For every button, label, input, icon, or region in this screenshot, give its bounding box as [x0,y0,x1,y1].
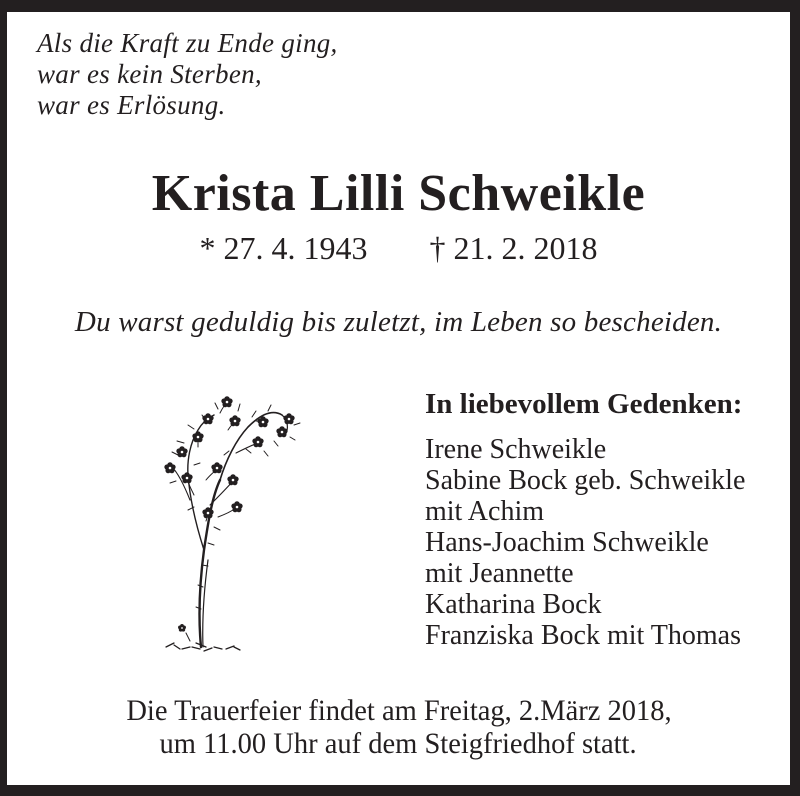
flowering-tree-illustration [148,385,308,655]
opening-verse [37,28,338,121]
mourner-line: Sabine Bock geb. Schweikle [425,465,746,496]
birth-date: * 27. 4. 1943 [199,230,368,266]
mourner-line: Franziska Bock mit Thomas [425,620,741,651]
memorial-heading: In liebevollem Gedenken: [425,388,743,420]
funeral-announcement [7,694,790,760]
mourner-line: mit Achim [425,496,544,527]
opening-verse-line: Als die Kraft zu Ende ging, [37,28,338,58]
mourner-line: Irene Schweikle [425,434,607,465]
epitaph: Du warst geduldig bis zuletzt, im Leben so bescheiden. [74,306,723,338]
opening-verse-line: war es kein Sterben, [37,59,262,89]
memorial-section [425,388,775,651]
funeral-line: Die Trauerfeier findet am Freitag, 2.März 2018, [125,694,672,727]
opening-verse-line: war es Erlösung. [37,90,226,120]
funeral-line: um 11.00 Uhr auf dem Steigfriedhof statt. [159,727,638,760]
deceased-name: Krista Lilli Schweikle [151,165,646,222]
mourner-line: Katharina Bock [425,589,602,620]
life-dates [7,230,790,267]
death-date: † 21. 2. 2018 [429,230,598,266]
mourner-line: mit Jeannette [425,558,574,589]
mourner-line: Hans-Joachim Schweikle [425,527,709,558]
